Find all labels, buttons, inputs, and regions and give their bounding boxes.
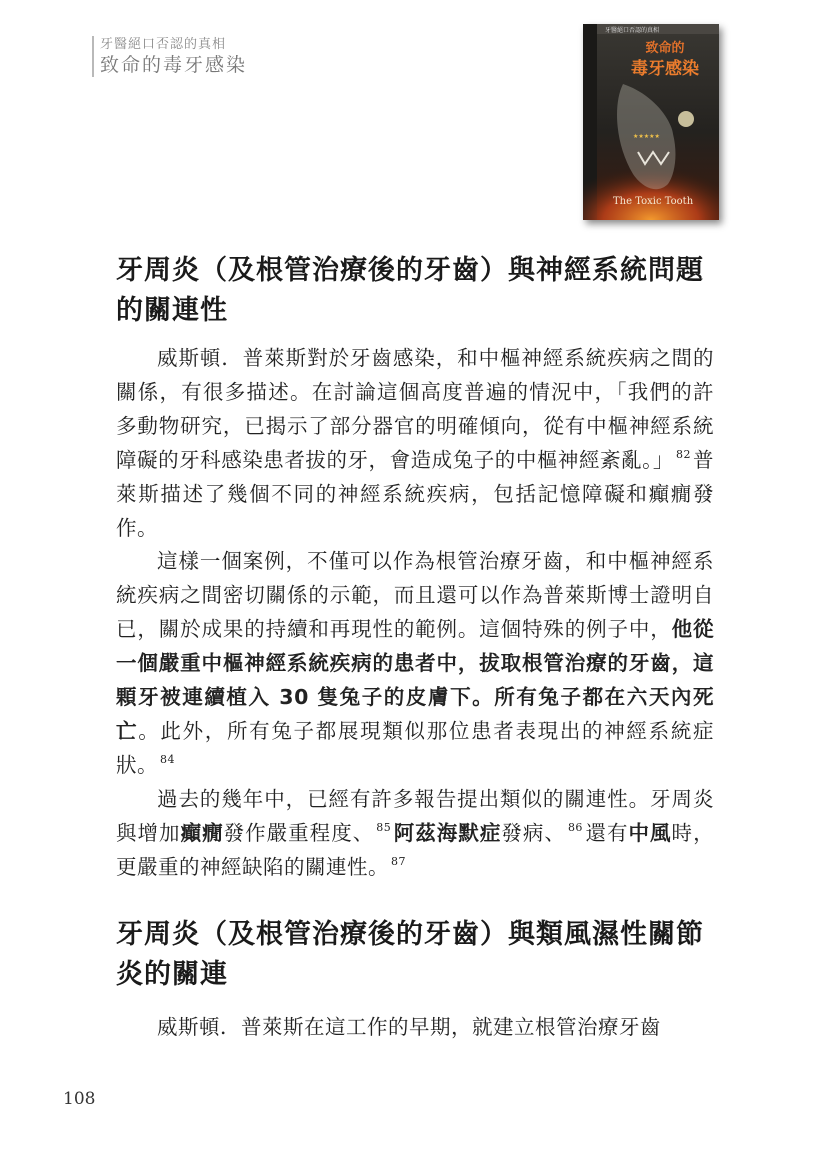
text-run: 這樣一個案例，不僅可以作為根管治療牙齒，和中樞神經系統疾病之間密切關係的示範，而且還可以作為普萊斯博士證明自已，關於成果的持續和再現性的範例。這個特殊的例子中， — [116, 549, 714, 641]
footnote-ref: 82 — [675, 448, 691, 461]
text-run: 。此外，所有兔子都展現類似那位患者表現出的神經系統症狀。 — [116, 719, 715, 777]
running-head-series: 牙醫絕口否認的真相 — [100, 37, 227, 52]
cover-english-title: The Toxic Tooth — [613, 196, 694, 207]
cover-stars: ★★★★★ — [633, 133, 660, 140]
body-paragraph-2 — [116, 544, 714, 782]
bold-run: 他從一個嚴重中樞神經系統疾病的患者中，拔取根管治療的牙齒，這顆牙被連續植入 30 隻兔子的皮膚下。所有兔子都在六天內死亡 — [116, 617, 715, 743]
section-heading-2: 牙周炎（及根管治療後的牙齒）與類風濕性關節炎的關連 — [116, 919, 704, 990]
cover-top-line: 牙醫絕口否認的真相 — [605, 27, 660, 34]
body-paragraph-3 — [116, 782, 714, 884]
cover-title-line1: 致命的 — [645, 41, 685, 56]
text-run: 發作嚴重程度、 — [223, 821, 375, 845]
footnote-ref: 85 — [376, 821, 392, 834]
text-run: 普萊斯描述了幾個不同的神經系統疾病，包括記憶障礙和癲癇發作。 — [116, 448, 715, 540]
body-paragraph-1 — [116, 341, 714, 545]
footnote-ref: 84 — [160, 753, 175, 766]
text-run: 發病、 — [501, 821, 566, 845]
body-paragraph-4 — [116, 1010, 714, 1044]
bold-run: 中風 — [628, 821, 672, 845]
bold-run: 癲癇 — [180, 821, 224, 845]
text-run: 還有 — [584, 821, 629, 845]
cover-title-line2: 毒牙感染 — [631, 59, 699, 79]
footnote-ref: 87 — [391, 855, 406, 868]
text-run: 威斯頓．普萊斯對於牙齒感染，和中樞神經系統疾病之間的關係，有很多描述。在討論這個高度普遍的情況中，「我們的許多動物研究，已揭示了部分器官的明確傾向，從有中樞神經系統障礙的牙科感染患者拔的牙，會造成兔子的中樞神經紊亂。」 — [116, 346, 714, 472]
section-heading-1: 牙周炎（及根管治療後的牙齒）與神經系統問題的關連性 — [116, 255, 704, 326]
book-cover-image — [583, 24, 719, 220]
running-head-title: 致命的毒牙感染 — [100, 54, 248, 76]
page-number: 108 — [63, 1089, 96, 1109]
footnote-ref: 86 — [567, 821, 583, 834]
text-run: 時，更嚴重的神經缺陷的關連性。 — [116, 821, 715, 879]
text-run: 過去的幾年中，已經有許多報告提出類似的關連性。牙周炎與增加 — [116, 787, 714, 845]
text-run: 威斯頓．普萊斯在這工作的早期，就建立根管治療牙齒 — [157, 1015, 661, 1039]
bold-run: 阿茲海默症 — [393, 821, 502, 845]
running-head — [92, 36, 247, 77]
